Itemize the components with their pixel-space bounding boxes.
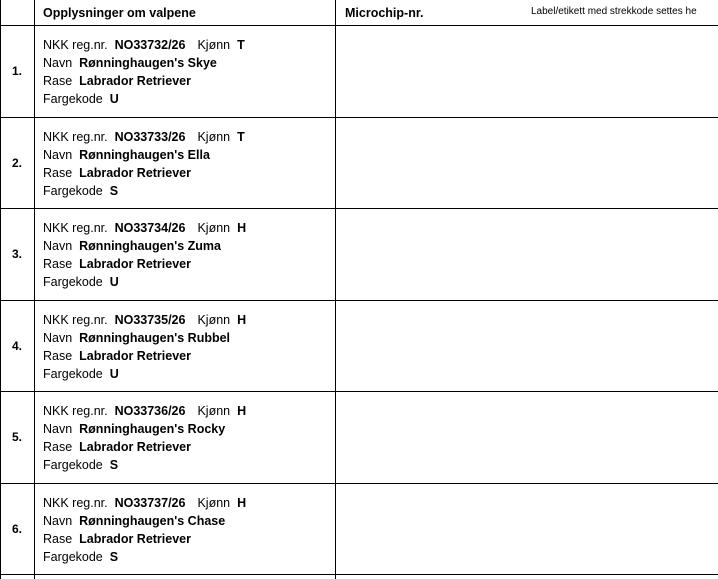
color-label: Fargekode <box>43 550 103 564</box>
puppy-name: Rønninghaugen's Rubbel <box>79 331 231 345</box>
puppy-info <box>43 311 246 383</box>
microchip-cell[interactable] <box>336 484 718 575</box>
color-code: U <box>109 275 119 289</box>
name-label: Navn <box>43 422 73 436</box>
breed-label: Rase <box>43 532 73 546</box>
puppy-info <box>43 494 246 566</box>
sex-label: Kjønn <box>197 38 231 52</box>
sex-value: T <box>237 38 245 52</box>
name-label: Navn <box>43 148 73 162</box>
color-label: Fargekode <box>43 275 103 289</box>
table-row <box>0 26 718 117</box>
breed-label: Rase <box>43 74 73 88</box>
table-row <box>0 118 718 209</box>
breed-label: Rase <box>43 166 73 180</box>
color-code: S <box>109 458 119 472</box>
name-label: Navn <box>43 239 73 253</box>
breed-label: Rase <box>43 257 73 271</box>
reg-number: NO33733/26 <box>114 130 186 144</box>
table-row <box>0 301 718 392</box>
table-row <box>0 484 718 575</box>
table-row <box>0 392 718 483</box>
microchip-cell[interactable] <box>336 301 718 392</box>
sex-label: Kjønn <box>197 313 231 327</box>
reg-label: NKK reg.nr. <box>43 404 108 418</box>
header-puppy-info: Opplysninger om valpene <box>43 6 196 20</box>
reg-label: NKK reg.nr. <box>43 313 108 327</box>
row-number: 1. <box>12 64 23 78</box>
reg-label: NKK reg.nr. <box>43 496 108 510</box>
puppy-info <box>43 402 246 474</box>
color-label: Fargekode <box>43 92 103 106</box>
row-number: 3. <box>12 247 23 261</box>
color-label: Fargekode <box>43 184 103 198</box>
puppy-name: Rønninghaugen's Chase <box>79 514 226 528</box>
color-code: S <box>109 184 119 198</box>
sex-label: Kjønn <box>197 404 231 418</box>
color-code: S <box>109 550 119 564</box>
breed-label: Rase <box>43 440 73 454</box>
name-label: Navn <box>43 56 73 70</box>
row-number: 5. <box>12 430 23 444</box>
header-microchip: Microchip-nr. <box>345 6 424 20</box>
breed-label: Rase <box>43 349 73 363</box>
microchip-cell[interactable] <box>336 118 718 209</box>
breed-value: Labrador Retriever <box>79 257 191 271</box>
row-number: 2. <box>12 156 23 170</box>
row-number: 6. <box>12 522 23 536</box>
reg-label: NKK reg.nr. <box>43 38 108 52</box>
color-code: U <box>109 92 119 106</box>
sex-label: Kjønn <box>197 130 231 144</box>
sex-value: H <box>237 313 247 327</box>
sex-value: H <box>237 221 247 235</box>
sex-value: H <box>237 496 247 510</box>
reg-label: NKK reg.nr. <box>43 221 108 235</box>
sex-label: Kjønn <box>197 496 231 510</box>
color-label: Fargekode <box>43 367 103 381</box>
breed-value: Labrador Retriever <box>79 349 191 363</box>
color-label: Fargekode <box>43 458 103 472</box>
puppy-name: Rønninghaugen's Skye <box>79 56 217 70</box>
breed-value: Labrador Retriever <box>79 166 191 180</box>
header-barcode-label: Label/etikett med strekkode settes he <box>531 6 697 17</box>
reg-number: NO33737/26 <box>114 496 186 510</box>
reg-label: NKK reg.nr. <box>43 130 108 144</box>
puppy-name: Rønninghaugen's Ella <box>79 148 210 162</box>
reg-number: NO33734/26 <box>114 221 186 235</box>
row-number: 4. <box>12 339 23 353</box>
microchip-cell[interactable] <box>336 392 718 483</box>
reg-number: NO33736/26 <box>114 404 186 418</box>
puppy-info <box>43 128 245 200</box>
puppy-name: Rønninghaugen's Rocky <box>79 422 226 436</box>
puppy-info <box>43 36 245 108</box>
name-label: Navn <box>43 514 73 528</box>
breed-value: Labrador Retriever <box>79 532 191 546</box>
sex-label: Kjønn <box>197 221 231 235</box>
reg-number: NO33732/26 <box>114 38 186 52</box>
breed-value: Labrador Retriever <box>79 440 191 454</box>
breed-value: Labrador Retriever <box>79 74 191 88</box>
microchip-cell[interactable] <box>336 209 718 300</box>
sex-value: H <box>237 404 247 418</box>
name-label: Navn <box>43 331 73 345</box>
microchip-cell[interactable] <box>336 26 718 117</box>
reg-number: NO33735/26 <box>114 313 186 327</box>
table-row <box>0 209 718 300</box>
puppy-name: Rønninghaugen's Zuma <box>79 239 221 253</box>
sex-value: T <box>237 130 245 144</box>
color-code: U <box>109 367 119 381</box>
puppy-info <box>43 219 246 291</box>
